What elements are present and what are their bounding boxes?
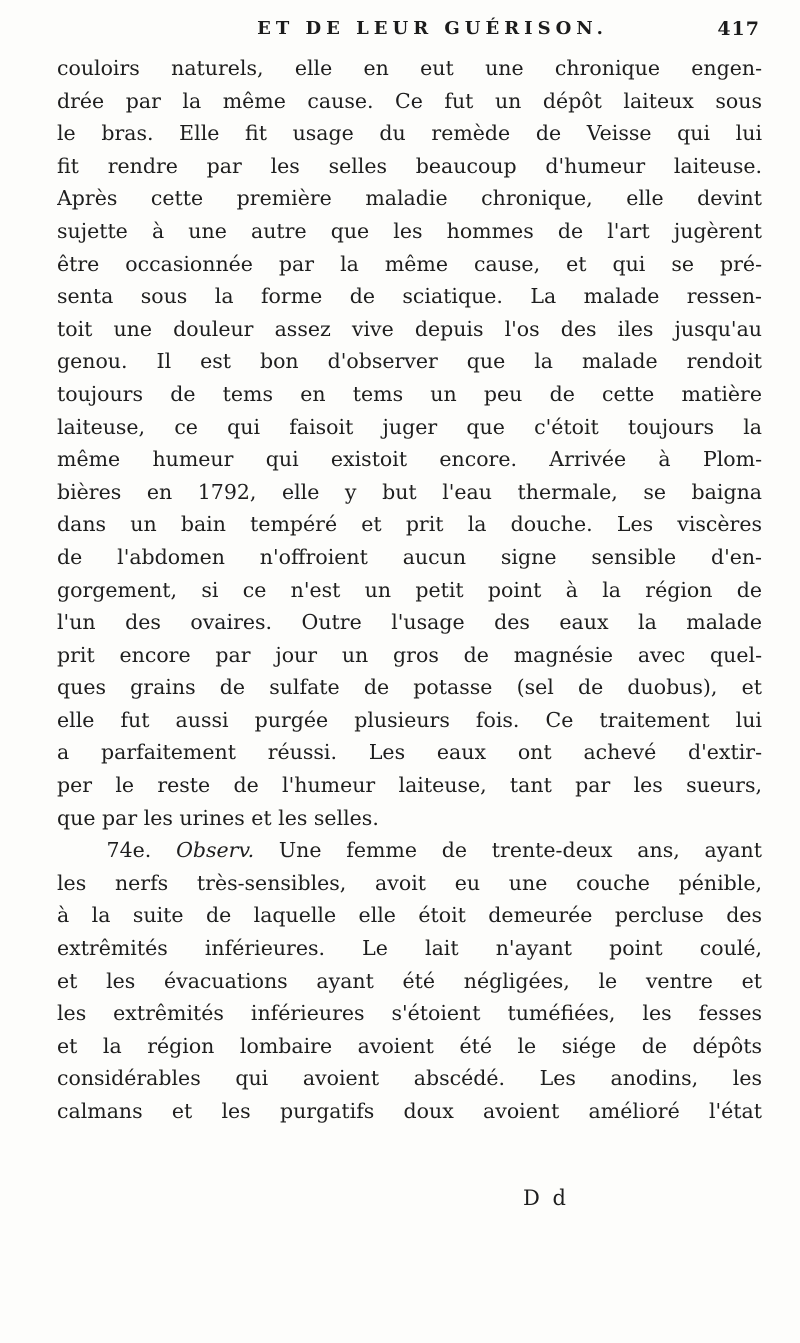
- text-line: à la suite de laquelle elle étoit demeurée percluse des: [57, 903, 762, 928]
- observation-label: Observ.: [176, 838, 255, 863]
- text-line: fit rendre par les selles beaucoup d'humeur laiteuse.: [57, 153, 762, 178]
- text-line: que par les urines et les selles.: [57, 805, 379, 830]
- text-line: extrêmités inférieures. Le lait n'ayant point coulé,: [57, 936, 762, 961]
- text-line: drée par la même cause. Ce fut un dépôt laiteux sous: [57, 88, 762, 113]
- page-number: 417: [717, 18, 760, 40]
- text-line: senta sous la forme de sciatique. La malade ressen-: [57, 284, 762, 309]
- text-line: a parfaitement réussi. Les eaux ont achevé d'extir-: [57, 740, 762, 765]
- text-line: l'un des ovaires. Outre l'usage des eaux la malade: [57, 610, 762, 635]
- body-text: [57, 52, 762, 1128]
- text-line: le bras. Elle fit usage du remède de Veisse qui lui: [57, 121, 762, 146]
- text-line: sujette à une autre que les hommes de l'art jugèrent: [57, 218, 762, 243]
- text-line: prit encore par jour un gros de magnésie avec quel-: [57, 642, 762, 667]
- signature-mark: D d: [523, 1186, 569, 1210]
- text-line: être occasionnée par la même cause, et qui se pré-: [57, 251, 762, 276]
- observation-heading-line: [57, 834, 762, 867]
- text-line: Après cette première maladie chronique, elle devint: [57, 186, 762, 211]
- text-line: bières en 1792, elle y but l'eau thermale, se baigna: [57, 479, 762, 504]
- text-line: calmans et les purgatifs doux avoient amélioré l'état: [57, 1099, 762, 1123]
- text-line: et la région lombaire avoient été le siége de dépôts: [57, 1033, 762, 1058]
- text-line: gorgement, si ce n'est un petit point à la région de: [57, 577, 762, 602]
- text-line: elle fut aussi purgée plusieurs fois. Ce traitement lui: [57, 707, 762, 732]
- text-line: toit une douleur assez vive depuis l'os des iles jusqu'au: [57, 316, 762, 341]
- page-header: [105, 18, 760, 48]
- text-line: même humeur qui existoit encore. Arrivée à Plom-: [57, 447, 762, 472]
- text-line: dans un bain tempéré et prit la douche. Les viscères: [57, 512, 762, 537]
- text-line: couloirs naturels, elle en eut une chronique engen-: [57, 56, 762, 80]
- observation-number: 74e.: [106, 838, 152, 863]
- text-line: ques grains de sulfate de potasse (sel de duobus), et: [57, 675, 762, 700]
- observation-first-line: Une femme de trente-deux ans, ayant: [278, 838, 762, 863]
- text-line: et les évacuations ayant été négligées, le ventre et: [57, 968, 762, 993]
- text-line: laiteuse, ce qui faisoit juger que c'étoit toujours la: [57, 414, 762, 439]
- text-line: les nerfs très-sensibles, avoit eu une couche pénible,: [57, 870, 762, 895]
- text-line: les extrêmités inférieures s'étoient tuméfiées, les fesses: [57, 1001, 762, 1026]
- text-line: toujours de tems en tems un peu de cette matière: [57, 381, 762, 406]
- text-line: genou. Il est bon d'observer que la malade rendoit: [57, 349, 762, 374]
- text-line: considérables qui avoient abscédé. Les anodins, les: [57, 1066, 762, 1091]
- text-line: per le reste de l'humeur laiteuse, tant par les sueurs,: [57, 773, 762, 798]
- text-line: de l'abdomen n'offroient aucun signe sensible d'en-: [57, 544, 762, 569]
- running-title: ET DE LEUR GUÉRISON.: [257, 18, 608, 39]
